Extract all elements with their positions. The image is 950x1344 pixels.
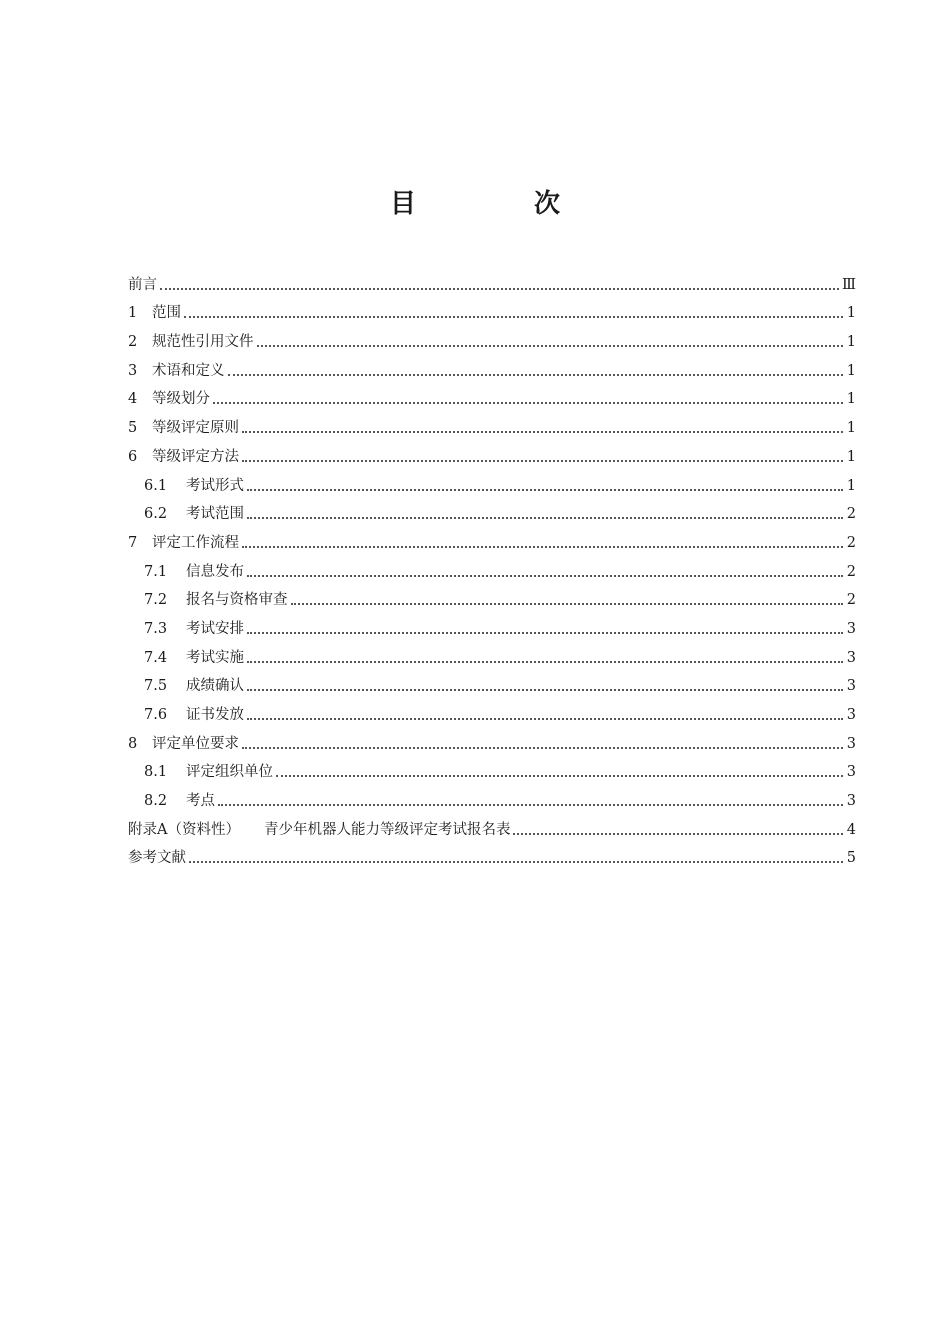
toc-entry-page: 4 xyxy=(846,821,856,838)
toc-leader-dots xyxy=(242,746,843,749)
toc-entry-8-1[interactable] xyxy=(128,754,856,783)
toc-entry-label: 评定单位要求 xyxy=(152,735,239,752)
toc-leader-dots xyxy=(247,574,843,577)
toc-entry-page: 3 xyxy=(846,620,856,637)
toc-entry-number: 7.4 xyxy=(144,649,168,666)
toc-entry-7[interactable] xyxy=(128,524,856,553)
toc-entry-7-2[interactable] xyxy=(128,582,856,611)
toc-entry-page: 3 xyxy=(846,678,856,695)
toc-entry-label: 评定组织单位 xyxy=(186,764,273,781)
toc-entry-5[interactable] xyxy=(128,409,856,438)
toc-entry-6[interactable] xyxy=(128,438,856,467)
toc-leader-dots xyxy=(247,488,843,491)
toc-leader-dots xyxy=(257,344,844,347)
toc-entry-label xyxy=(128,820,510,840)
toc-entry-number: 8 xyxy=(128,735,138,752)
toc-entry-number: 7.1 xyxy=(144,563,168,580)
toc-entry-number: 2 xyxy=(128,334,138,351)
toc-entry-page: 1 xyxy=(846,362,856,379)
toc-leader-dots xyxy=(247,631,843,634)
toc-entry-page: 1 xyxy=(846,391,856,408)
toc-entry-number: 6.2 xyxy=(144,506,168,523)
toc-appendix-title: 青少年机器人能力等级评定考试报名表 xyxy=(263,821,511,838)
toc-entry-number: 8.1 xyxy=(144,764,168,781)
toc-entry-bibliography[interactable] xyxy=(128,840,856,869)
toc-entry-page: 3 xyxy=(846,649,856,666)
toc-entry-label: 等级评定方法 xyxy=(152,448,239,465)
toc-entry-page: 2 xyxy=(846,592,856,609)
toc-leader-dots xyxy=(189,860,843,863)
toc-entry-number: 7 xyxy=(128,534,138,551)
toc-entry-7-3[interactable] xyxy=(128,610,856,639)
table-of-contents xyxy=(128,266,856,868)
toc-entry-page: 1 xyxy=(846,448,856,465)
toc-entry-number: 4 xyxy=(128,391,138,408)
toc-appendix-prefix: 附录A（资料性） xyxy=(128,821,240,838)
toc-entry-number: 1 xyxy=(128,305,138,322)
toc-leader-dots xyxy=(247,688,843,691)
toc-entry-label: 考点 xyxy=(186,793,215,810)
toc-entry-page: 2 xyxy=(846,563,856,580)
toc-entry-label: 术语和定义 xyxy=(152,362,225,379)
toc-entry-label: 考试实施 xyxy=(186,649,244,666)
toc-entry-number: 6.1 xyxy=(144,477,168,494)
toc-leader-dots xyxy=(218,803,843,806)
toc-leader-dots xyxy=(276,774,843,777)
toc-entry-page: Ⅲ xyxy=(842,276,856,293)
toc-leader-dots xyxy=(247,516,843,519)
toc-entry-page: 3 xyxy=(846,764,856,781)
toc-entry-page: 5 xyxy=(846,850,856,867)
toc-leader-dots xyxy=(247,660,843,663)
toc-entry-appendix-a[interactable] xyxy=(128,811,856,840)
toc-entry-number: 7.5 xyxy=(144,678,168,695)
toc-entry-7-4[interactable] xyxy=(128,639,856,668)
toc-leader-dots xyxy=(242,430,843,433)
toc-leader-dots xyxy=(228,373,844,376)
toc-entry-label: 证书发放 xyxy=(186,707,244,723)
toc-entry-label: 评定工作流程 xyxy=(152,534,239,551)
toc-entry-label: 等级评定原则 xyxy=(152,420,239,437)
toc-entry-2[interactable] xyxy=(128,323,856,352)
toc-leader-dots xyxy=(213,401,843,404)
toc-entry-page: 2 xyxy=(846,534,856,551)
toc-entry-page: 3 xyxy=(846,793,856,810)
toc-entry-6-2[interactable] xyxy=(128,496,856,525)
toc-entry-label: 规范性引用文件 xyxy=(152,334,254,351)
toc-entry-page: 3 xyxy=(846,707,856,723)
toc-entry-label: 报名与资格审查 xyxy=(186,592,288,609)
toc-entry-8[interactable] xyxy=(128,725,856,754)
toc-entry-label: 范围 xyxy=(152,305,181,322)
toc-entry-label: 成绩确认 xyxy=(186,678,244,695)
toc-entry-foreword[interactable] xyxy=(128,266,856,295)
toc-entry-page: 1 xyxy=(846,420,856,437)
toc-entry-page: 2 xyxy=(846,506,856,523)
toc-entry-8-2[interactable] xyxy=(128,782,856,811)
toc-entry-1[interactable] xyxy=(128,295,856,324)
toc-entry-label: 考试形式 xyxy=(186,477,244,494)
toc-entry-4[interactable] xyxy=(128,381,856,410)
toc-leader-dots xyxy=(513,832,843,835)
toc-entry-number: 7.6 xyxy=(144,707,168,723)
toc-entry-label: 等级划分 xyxy=(152,391,210,408)
toc-entry-page: 1 xyxy=(846,305,856,322)
toc-entry-label: 前言 xyxy=(128,276,157,293)
toc-entry-page: 3 xyxy=(846,735,856,752)
toc-leader-dots xyxy=(160,287,839,290)
toc-entry-number: 7.3 xyxy=(144,620,168,637)
toc-entry-number: 5 xyxy=(128,420,138,437)
toc-entry-6-1[interactable] xyxy=(128,467,856,496)
toc-entry-label: 参考文献 xyxy=(128,850,186,867)
toc-entry-number: 7.2 xyxy=(144,592,168,609)
page-title: 目 次 xyxy=(389,189,606,219)
toc-leader-dots xyxy=(242,459,843,462)
toc-entry-7-1[interactable] xyxy=(128,553,856,582)
toc-entry-label: 考试安排 xyxy=(186,620,244,637)
toc-entry-number: 8.2 xyxy=(144,793,168,810)
toc-entry-3[interactable] xyxy=(128,352,856,381)
toc-entry-number: 6 xyxy=(128,448,138,465)
toc-entry-label: 考试范围 xyxy=(186,506,244,523)
toc-leader-dots xyxy=(184,315,843,318)
toc-leader-dots xyxy=(247,717,843,720)
toc-entry-number: 3 xyxy=(128,362,138,379)
toc-entry-page: 1 xyxy=(846,477,856,494)
toc-leader-dots xyxy=(291,602,844,605)
toc-entry-7-6[interactable] xyxy=(128,696,856,725)
toc-leader-dots xyxy=(242,545,843,548)
toc-entry-page: 1 xyxy=(846,334,856,351)
toc-entry-7-5[interactable] xyxy=(128,668,856,697)
toc-entry-label: 信息发布 xyxy=(186,563,244,580)
